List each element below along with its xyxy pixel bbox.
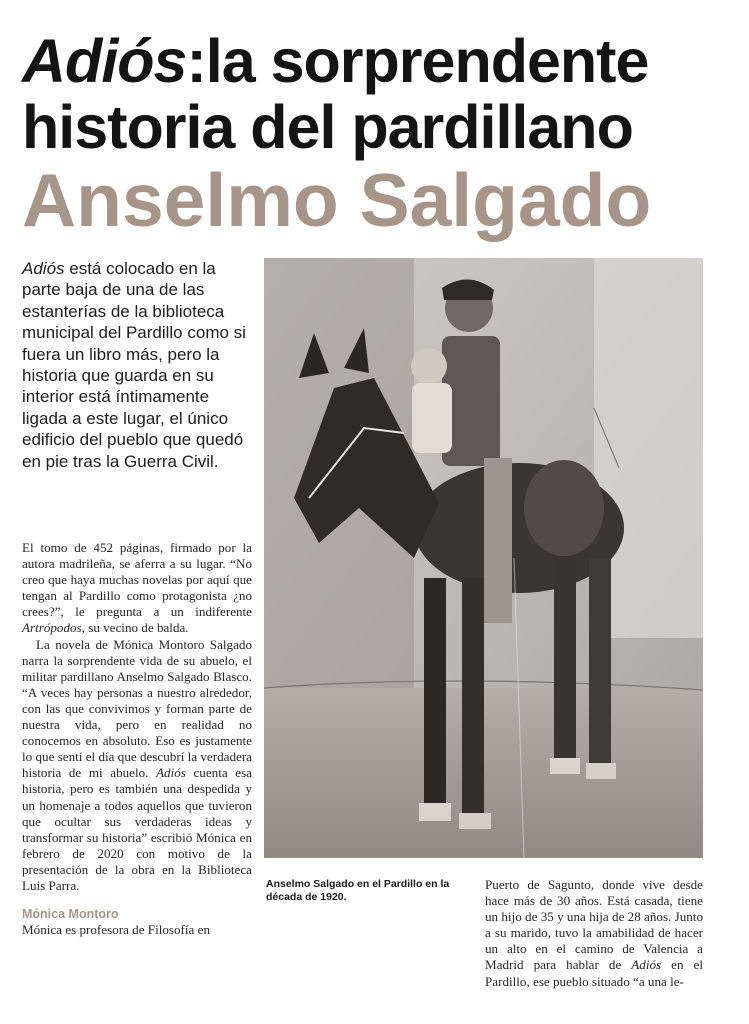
horse-leg-front-right <box>462 578 484 818</box>
lead-paragraph <box>22 258 254 472</box>
historic-photo <box>264 258 703 858</box>
rider-boy-leg <box>484 458 512 623</box>
body-paragraph-1 <box>22 540 252 637</box>
horse-hoof <box>550 758 580 774</box>
body-column-left <box>22 540 252 938</box>
rider-child-head <box>411 348 447 384</box>
lead-italic-word: Adiós <box>22 259 65 278</box>
body-italic: Artrópodos <box>22 620 82 636</box>
horse-hoof <box>586 763 616 779</box>
headline-line-1-rest: :la sorprendente <box>186 27 649 95</box>
lead-text: está colocado en la parte baja de una de las estanterías de la biblioteca municipal del Pardillo como si fuera un libro más, pero la historia que guarda en su interior está íntimamente ligada a este lugar, el único edificio del pueblo que quedó en pie tras la Guerra Civil. <box>22 259 246 471</box>
headline-line-2: historia del pardillano <box>22 93 633 161</box>
section-byline: Mónica Montoro <box>22 907 119 922</box>
headline <box>22 28 732 240</box>
body-column-right <box>485 877 703 990</box>
horse-leg-front-left <box>424 578 446 808</box>
body-text: Puerto de Sagunto, donde vive desde hace más de 30 años. Está casada, tiene un hijo de 35 y una hija de 28 años. Junto a su marido, tuvo la amabilidad de hacer un alto en el camino de Valencia a Madrid para hablar de <box>485 877 703 973</box>
headline-accent-name: Anselmo Salgado <box>22 158 652 242</box>
horse-rump <box>524 460 604 556</box>
body-paragraph-3: Mónica es profesora de Filosofía en <box>22 922 210 938</box>
body-paragraph-2 <box>22 637 252 895</box>
body-text: La novela de Mónica Montoro Salgado narra la sorprendente vida de su abuelo, el militar pardillano Anselmo Salgado Blasco. “A veces hay personas a nuestro alrededor, con las que convivimos y forman parte de nuestra vida, pero en realidad no conocemos en absoluto. Eso es justamente lo que sentí el día que descubrí la verdadera historia de mi abuelo. <box>22 636 252 781</box>
horse-leg-back-right <box>589 558 611 773</box>
body-italic: Adiós <box>631 957 662 973</box>
rider-child-dress <box>412 383 452 453</box>
horse-hoof <box>459 813 491 829</box>
headline-line-1 <box>22 28 732 94</box>
body-text: cuenta esa historia, pero es también una despedida y un homenaje a todos aquellos que tuvieron que ocultar sus verdaderas ideas y transformar su historia” escribió Mónica en febrero de 2020 con motivo de la presentación de la obra en la Biblioteca Luis Parra. <box>22 765 252 893</box>
headline-italic-word: Adiós <box>22 27 187 95</box>
horse-leg-back-left <box>554 558 576 768</box>
body-text: en el Pardillo, ese pueblo situado “a una le- <box>485 957 704 989</box>
body-paragraph-right <box>485 877 703 990</box>
horse-hoof <box>419 803 451 821</box>
body-text: El tomo de 452 páginas, firmado por la autora madrileña, se aferra a su lugar. “No creo que haya muchas novelas por aquí que tengan al Pardillo como protagonista ¿no crees?”, le pregunta a un indiferente <box>22 540 252 620</box>
photo-caption: Anselmo Salgado en el Pardillo en la década de 1920. <box>266 878 450 903</box>
photo-illustration <box>264 258 703 858</box>
body-italic: Adiós <box>156 765 186 781</box>
body-text: , su vecino de balda. <box>81 620 189 636</box>
